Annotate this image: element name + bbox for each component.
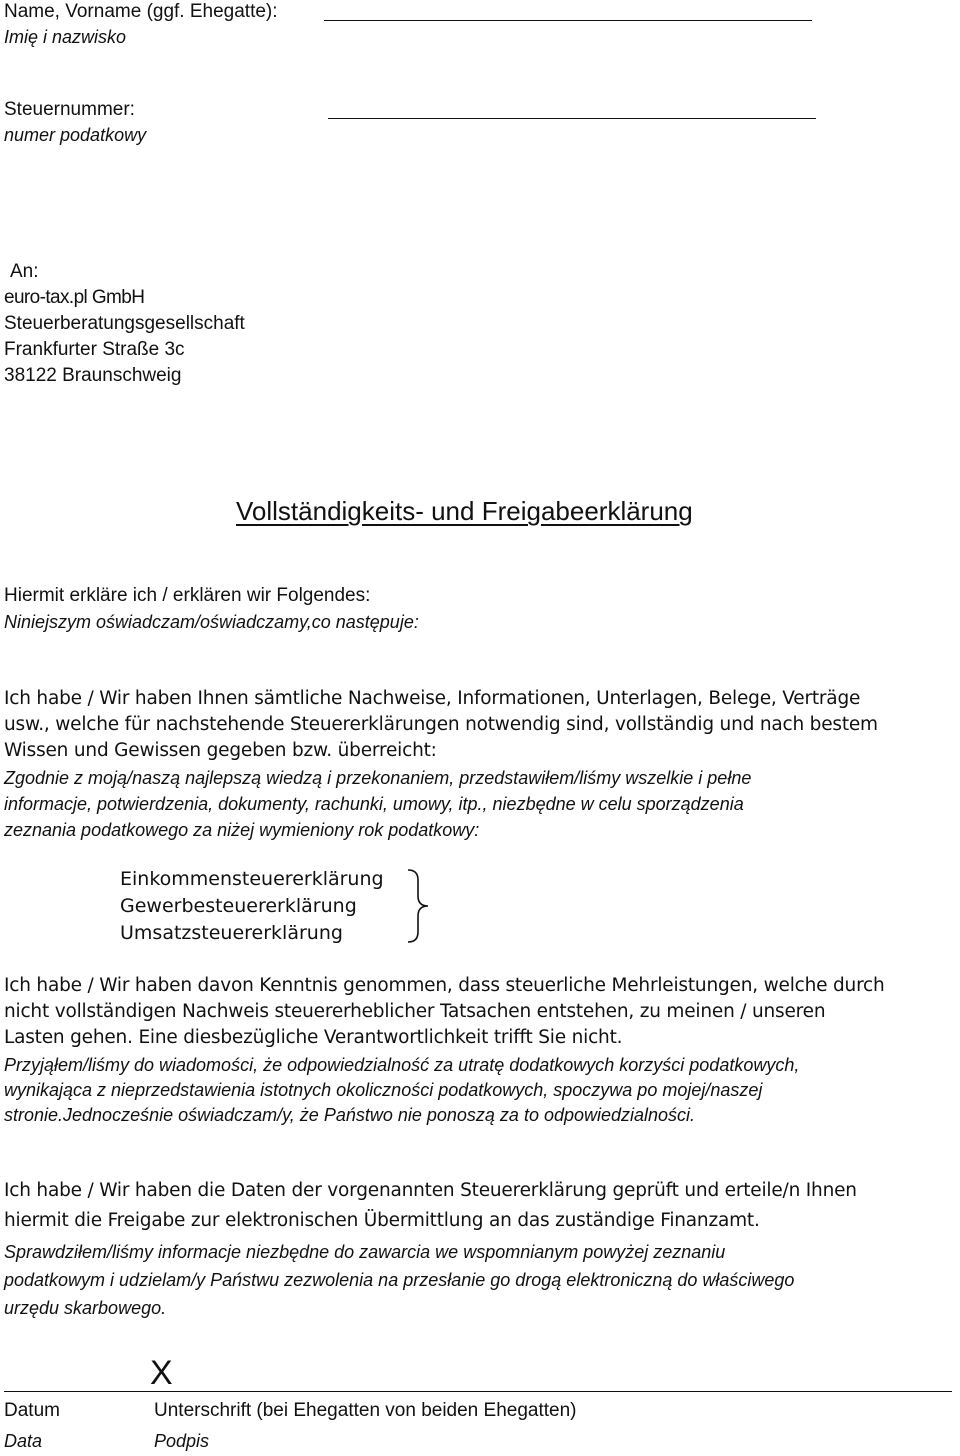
intro-text: Hiermit erkläre ich / erklären wir Folgendes: <box>4 585 371 606</box>
paragraph1-line1: Ich habe / Wir haben Ihnen sämtliche Nachweise, Informationen, Unterlagen, Belege, Verträge <box>4 688 861 709</box>
signature-mark: X <box>150 1354 173 1392</box>
paragraph2-pl-line2: wynikająca z nieprzedstawienia istotnych okoliczności podatkowych, spoczywa po mojej/naszej <box>4 1080 763 1100</box>
signature-label-pl: Podpis <box>154 1431 210 1451</box>
paragraph1-pl-line1: Zgodnie z moją/naszą najlepszą wiedzą i przekonaniem, przedstawiłem/liśmy wszelkie i pełne <box>4 768 752 788</box>
tax-number-label-pl: numer podatkowy <box>4 125 147 145</box>
recipient-type: Steuerberatungsgesellschaft <box>4 313 245 334</box>
paragraph3-pl-line3: urzędu skarbowego. <box>4 1298 167 1318</box>
name-input-line[interactable] <box>324 20 812 21</box>
intro-text-pl: Niniejszym oświadczam/oświadczamy,co następuje: <box>4 612 419 632</box>
paragraph2-line2: nicht vollständigen Nachweis steuererheblicher Tatsachen entstehen, zu meinen / unseren <box>4 1001 826 1022</box>
name-label-pl: Imię i nazwisko <box>4 27 127 47</box>
paragraph2-line1: Ich habe / Wir haben davon Kenntnis genommen, dass steuerliche Mehrleistungen, welche durch <box>4 975 885 996</box>
declaration-trade-tax: Gewerbesteuererklärung <box>120 895 357 917</box>
declaration-income-tax: Einkommensteuererklärung <box>120 868 384 890</box>
paragraph3-pl-line2: podatkowym i udzielam/y Państwu zezwolenia na przesłanie go drogą elektroniczną do właściwego <box>4 1270 795 1290</box>
paragraph2-pl-line1: Przyjąłem/liśmy do wiadomości, że odpowiedzialność za utratę dodatkowych korzyści podatkowych, <box>4 1055 800 1075</box>
tax-number-label: Steuernummer: <box>4 99 135 120</box>
signature-label: Unterschrift (bei Ehegatten von beiden Ehegatten) <box>154 1400 577 1421</box>
paragraph1-pl-line3: zeznania podatkowego za niżej wymieniony rok podatkowy: <box>4 820 480 840</box>
paragraph1-line2: usw., welche für nachstehende Steuererklärungen notwendig sind, vollständig und nach bestem <box>4 714 878 735</box>
date-label-pl: Data <box>4 1431 43 1451</box>
paragraph3-line1: Ich habe / Wir haben die Daten der vorgenannten Steuererklärung geprüft und erteile/n Ihnen <box>4 1180 857 1201</box>
recipient-city: 38122 Braunschweig <box>4 365 182 386</box>
paragraph2-line3: Lasten gehen. Eine diesbezügliche Verantwortlichkeit trifft Sie nicht. <box>4 1027 623 1048</box>
declaration-vat: Umsatzsteuererklärung <box>120 922 343 944</box>
recipient-company: euro-tax.pl GmbH <box>4 287 145 308</box>
paragraph1-pl-line2: informacje, potwierdzenia, dokumenty, rachunki, umowy, itp., niezbędne w celu sporządzenia <box>4 794 744 814</box>
tax-number-input-line[interactable] <box>328 118 816 119</box>
paragraph3-pl-line1: Sprawdziłem/liśmy informacje niezbędne do zawarcia we wspomnianym powyżej zeznaniu <box>4 1242 726 1262</box>
name-label: Name, Vorname (ggf. Ehegatte): <box>4 1 278 22</box>
document-title: Vollständigkeits- und Freigabeerklärung <box>236 496 693 526</box>
paragraph1-line3: Wissen und Gewissen gegeben bzw. überreicht: <box>4 740 437 761</box>
recipient-street: Frankfurter Straße 3c <box>4 339 185 360</box>
paragraph2-pl-line3: stronie.Jednocześnie oświadczam/y, że Państwo nie ponoszą za to odpowiedzialności. <box>4 1105 696 1125</box>
brace-icon <box>404 866 434 946</box>
paragraph3-line2: hiermit die Freigabe zur elektronischen Übermittlung an das zuständige Finanzamt. <box>4 1210 760 1231</box>
date-label: Datum <box>4 1400 60 1421</box>
recipient-to-label: An: <box>10 261 39 282</box>
signature-line[interactable] <box>4 1391 952 1392</box>
